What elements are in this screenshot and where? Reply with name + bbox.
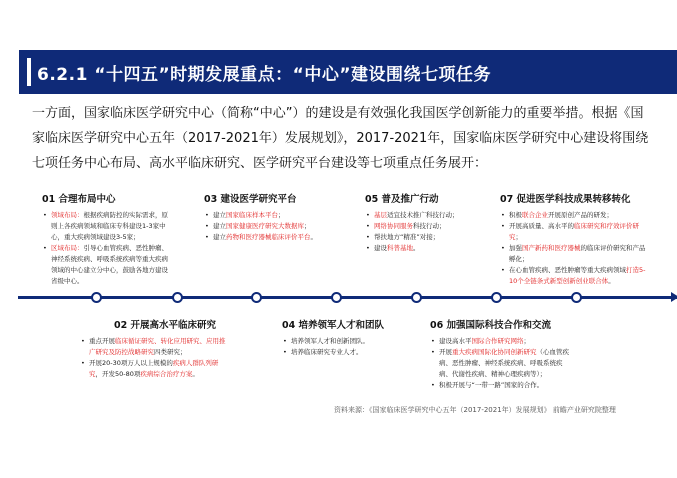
task-card-3 <box>204 194 339 243</box>
highlight-text: 疾病综合治疗方案 <box>140 370 193 378</box>
bullet-text: 开展20-30项万人以上规模的 <box>89 359 173 367</box>
task-card-1 <box>42 194 172 287</box>
task-bullet <box>500 221 650 243</box>
timeline-node-5 <box>411 292 422 303</box>
task-list-7 <box>500 210 650 287</box>
task-title-7: 07 促进医学科技成果转移转化 <box>500 194 631 205</box>
task-card-5 <box>365 194 475 254</box>
bullet-text: 帮扶地方“精准”对接； <box>374 233 440 241</box>
section-title: 6.2.1 “十四五”时期发展重点：“中心”建设围绕七项任务 <box>37 65 492 85</box>
highlight-text: 打造5-10个全链条式新型创新创业联合体 <box>509 266 646 285</box>
highlight-text: 领域布局： <box>51 211 84 219</box>
task-card-4 <box>282 320 402 358</box>
task-bullet <box>500 210 650 221</box>
task-bullet <box>430 336 575 347</box>
timeline-node-6 <box>491 292 502 303</box>
bullet-text: ； <box>278 211 285 219</box>
highlight-text: 国际合作研究网络 <box>471 337 524 345</box>
timeline-node-2 <box>172 292 183 303</box>
source-note: 资料来源：《国家临床医学研究中心五年（2017-2021年）发展规划》 前瞻产业研究院整理 <box>334 406 616 414</box>
bullet-text: 根据疾病防控的实际需求，原则上各疾病领域和临床专科建设1-3家中心，重大疾病领域建设3-5家； <box>51 211 168 241</box>
task-bullet <box>365 221 475 232</box>
timeline-node-7 <box>571 292 582 303</box>
bullet-text: 积极 <box>509 211 522 219</box>
bullet-text: 的临床评价研究和产品孵化； <box>509 244 646 263</box>
bullet-text: 适宜技术推广科技行动； <box>387 211 459 219</box>
task-bullet <box>42 243 172 287</box>
timeline-node-4 <box>331 292 342 303</box>
bullet-text: 。 <box>608 277 615 285</box>
timeline-node-3 <box>251 292 262 303</box>
bullet-text: 建设 <box>374 244 387 252</box>
bullet-text: 在心血管疾病、恶性肿瘤等重大疾病领域 <box>509 266 626 274</box>
highlight-text: 基层 <box>374 211 387 219</box>
task-bullet <box>430 380 575 391</box>
task-bullet <box>500 243 650 265</box>
highlight-text: 临床循证研究、转化应用研究、应用推广研究及防控战略研究 <box>89 337 226 356</box>
bullet-text: 重点开展 <box>89 337 115 345</box>
bullet-text: ，开发50-80项 <box>95 370 141 378</box>
task-card-6 <box>430 320 590 391</box>
section-title-bar <box>19 50 677 94</box>
task-bullet <box>430 347 575 380</box>
bullet-text: 四类研究； <box>154 348 187 356</box>
task-bullet <box>80 358 230 380</box>
bullet-text: 培养临床研究专业人才。 <box>291 348 363 356</box>
intro-paragraph: 一方面，国家临床医学研究中心（简称“中心”）的建设是有效强化我国医学创新能力的重要举措。根据《国家临床医学研究中心五年（2017-2021年）发展规划》，2017-2021年，国家临床医学研究中心建设将围绕七项任务中心布局、高水平临床研究、医学研究平台建设等七项重点任务展开： <box>32 106 649 171</box>
task-card-7 <box>500 194 650 287</box>
bullet-text: 引导心血管疾病、恶性肿瘤、神经系统疾病、呼吸系统疾病等重大疾病领域的中心建立分中心，鼓励各地方建设省级中心。 <box>51 244 168 285</box>
bullet-text: 开展高质量、高水平的 <box>509 222 574 230</box>
bullet-text: ； <box>515 233 522 241</box>
task-list-1 <box>42 210 172 287</box>
highlight-text: 联合企业 <box>522 211 548 219</box>
task-list-3 <box>204 210 339 243</box>
task-bullet <box>204 221 339 232</box>
highlight-text: 国家临床样本平台 <box>226 211 278 219</box>
highlight-text: 国产新药和医疗器械 <box>522 244 581 252</box>
timeline-node-1 <box>91 292 102 303</box>
highlight-text: 区域布局： <box>51 244 84 252</box>
task-bullet <box>42 210 172 243</box>
bullet-text: 建立 <box>213 222 226 230</box>
bullet-text: 建立 <box>213 211 226 219</box>
task-bullet <box>204 232 339 243</box>
task-list-4 <box>282 336 382 358</box>
task-bullet <box>282 336 382 347</box>
bullet-text: ； <box>523 337 530 345</box>
task-bullet <box>282 347 382 358</box>
task-title-2: 02 开展高水平临床研究 <box>113 320 217 331</box>
task-title-4: 04 培养领军人才和团队 <box>282 320 385 331</box>
task-bullet <box>204 210 339 221</box>
bullet-text: 建设高水平 <box>439 337 472 345</box>
task-bullet <box>365 232 475 243</box>
highlight-text: 疾病人群队列研究 <box>89 359 219 378</box>
task-bullet <box>500 265 650 287</box>
task-title-3: 03 建设医学研究平台 <box>204 194 297 205</box>
highlight-text: 临床研究和疗效评价研究 <box>509 222 639 241</box>
highlight-text: 药物和医疗器械临床评价平台 <box>226 233 311 241</box>
task-bullet <box>365 243 475 254</box>
task-list-6 <box>430 336 575 391</box>
task-list-2 <box>80 336 230 380</box>
highlight-text: 网络协同服务 <box>374 222 413 230</box>
bullet-text: 。 <box>192 370 199 378</box>
bullet-text: ； <box>304 222 311 230</box>
bullet-text: 开展原创产品的研发； <box>548 211 613 219</box>
highlight-text: 科普基地 <box>387 244 413 252</box>
bullet-text: 加强 <box>509 244 522 252</box>
task-bullet <box>80 336 230 358</box>
timeline-arrow-icon <box>671 292 677 302</box>
highlight-text: 国家健康医疗研究大数据库 <box>226 222 304 230</box>
bullet-text: 积极开展与“一带一路”国家的合作。 <box>439 381 544 389</box>
task-list-5 <box>365 210 475 254</box>
highlight-text: 重大疾病国际化协同创新研究 <box>452 348 537 356</box>
bullet-text: 科技行动； <box>413 222 446 230</box>
task-card-2 <box>80 320 250 380</box>
bullet-text: 。 <box>413 244 420 252</box>
bullet-text: 开展 <box>439 348 452 356</box>
task-title-5: 05 普及推广行动 <box>365 194 439 205</box>
task-title-1: 01 合理布局中心 <box>42 194 116 205</box>
bullet-text: 建立 <box>213 233 226 241</box>
bullet-text: （心血管疾病、恶性肿瘤、神经系统疾病、呼吸系统疾病、代谢性疾病、精神心理疾病等）； <box>439 348 569 378</box>
task-bullet <box>365 210 475 221</box>
task-title-6: 06 加强国际科技合作和交流 <box>430 320 552 331</box>
bullet-text: 。 <box>310 233 317 241</box>
bullet-text: 培养领军人才和创新团队。 <box>291 337 369 345</box>
title-accent-bar <box>27 58 31 86</box>
